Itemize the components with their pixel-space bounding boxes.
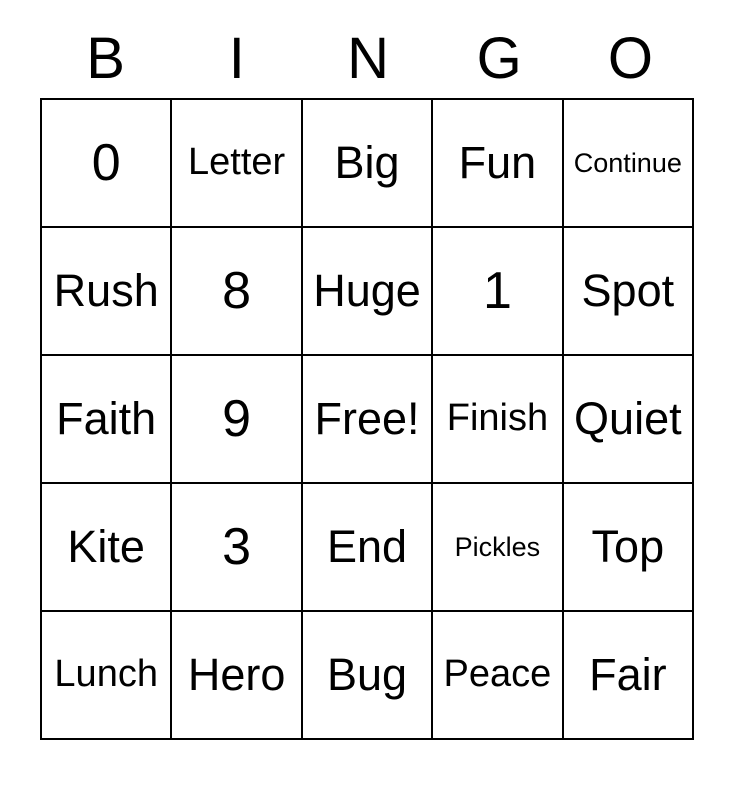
bingo-cell-label: Top xyxy=(591,521,665,573)
bingo-cell[interactable] xyxy=(172,484,302,612)
bingo-header-letter-n: N xyxy=(347,26,389,91)
bingo-header-letter-b: B xyxy=(86,26,125,91)
bingo-cell-label: 1 xyxy=(482,261,512,320)
bingo-cell[interactable] xyxy=(42,228,172,356)
bingo-cell[interactable] xyxy=(564,100,694,228)
bingo-cell[interactable] xyxy=(433,484,563,612)
bingo-header-letter-o: O xyxy=(607,26,653,91)
bingo-cell-label: Peace xyxy=(443,653,552,696)
bingo-cell-free[interactable] xyxy=(303,356,433,484)
bingo-cell-label: Quiet xyxy=(574,393,682,445)
bingo-cell-label: Huge xyxy=(313,265,421,317)
bingo-header-letter-i: I xyxy=(228,26,245,91)
bingo-cell-label: 8 xyxy=(222,261,252,320)
bingo-cell[interactable] xyxy=(303,100,433,228)
bingo-cell[interactable] xyxy=(42,356,172,484)
bingo-cell-label: End xyxy=(326,521,408,573)
bingo-cell[interactable] xyxy=(564,612,694,740)
bingo-cell[interactable] xyxy=(303,228,433,356)
bingo-cell[interactable] xyxy=(433,228,563,356)
bingo-cell-label: Kite xyxy=(67,521,145,573)
bingo-header-letter-g: G xyxy=(476,26,522,91)
bingo-cell-label: Faith xyxy=(56,393,157,445)
bingo-cell-label: 9 xyxy=(222,389,252,448)
bingo-cell-label: Lunch xyxy=(54,653,158,696)
bingo-cell-label: 0 xyxy=(91,133,121,192)
bingo-cell[interactable] xyxy=(172,228,302,356)
bingo-row xyxy=(42,100,694,228)
bingo-cell[interactable] xyxy=(172,612,302,740)
bingo-cell-label: Hero xyxy=(187,649,286,701)
bingo-card xyxy=(40,20,696,740)
bingo-cell-label: 3 xyxy=(222,517,252,576)
bingo-cell-label: Pickles xyxy=(454,531,541,562)
bingo-cell-label: Spot xyxy=(581,265,675,317)
bingo-cell[interactable] xyxy=(433,612,563,740)
bingo-cell[interactable] xyxy=(433,356,563,484)
bingo-row xyxy=(42,484,694,612)
bingo-cell[interactable] xyxy=(42,612,172,740)
bingo-cell[interactable] xyxy=(303,484,433,612)
bingo-row xyxy=(42,356,694,484)
bingo-cell-label: Finish xyxy=(446,397,549,440)
bingo-cell-label: Big xyxy=(334,137,400,189)
bingo-grid xyxy=(40,98,694,740)
bingo-cell[interactable] xyxy=(42,100,172,228)
bingo-cell[interactable] xyxy=(42,484,172,612)
bingo-cell[interactable] xyxy=(564,356,694,484)
bingo-cell[interactable] xyxy=(564,228,694,356)
bingo-cell-label: Free! xyxy=(314,393,420,445)
bingo-row xyxy=(42,228,694,356)
bingo-cell[interactable] xyxy=(303,612,433,740)
bingo-cell-label: Letter xyxy=(188,141,286,184)
bingo-cell-label: Fair xyxy=(589,649,667,701)
bingo-cell-label: Rush xyxy=(53,265,159,317)
bingo-cell[interactable] xyxy=(172,100,302,228)
bingo-cell[interactable] xyxy=(564,484,694,612)
bingo-header-row xyxy=(40,20,696,98)
bingo-cell-label: Continue xyxy=(573,147,682,178)
bingo-cell[interactable] xyxy=(433,100,563,228)
bingo-row xyxy=(42,612,694,740)
bingo-cell[interactable] xyxy=(172,356,302,484)
bingo-cell-label: Bug xyxy=(326,649,408,701)
bingo-cell-label: Fun xyxy=(458,137,537,189)
